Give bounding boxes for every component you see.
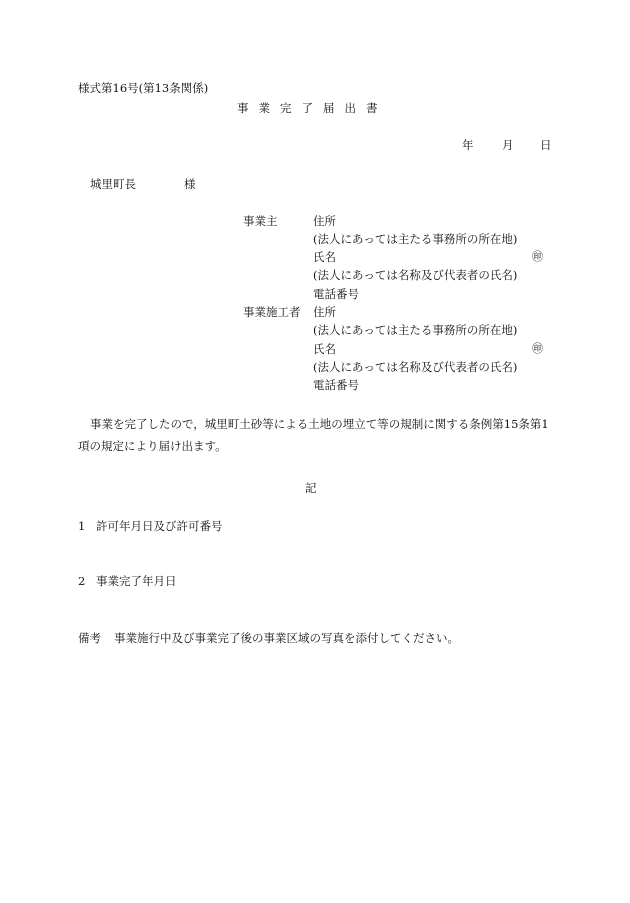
- contractor-name-label: 氏名: [313, 342, 336, 356]
- business-owner-address-label: 住所: [313, 214, 336, 228]
- body-text-line-1: 事業を完了したので，城里町土砂等による土地の埋立て等の規制に関する条例第15条第1: [90, 417, 549, 431]
- date-year-label: 年: [462, 138, 474, 152]
- item-1-number: 1: [78, 519, 86, 533]
- item-2-text: 事業完了年月日: [96, 574, 177, 588]
- remarks-label: 備考: [78, 631, 101, 645]
- business-owner-seal: ㊞: [532, 250, 543, 263]
- body-text-line-2: 項の規定により届け出ます。: [78, 439, 227, 453]
- contractor-address-note: (法人にあっては主たる事務所の所在地): [313, 323, 518, 337]
- document-title: 事業完了届出書: [237, 101, 388, 115]
- contractor-seal: ㊞: [532, 342, 543, 355]
- form-number: 様式第16号(第13条関係): [78, 81, 209, 95]
- contractor-address-label: 住所: [313, 305, 336, 319]
- date-line: [462, 137, 552, 153]
- contractor-phone-label: 電話番号: [313, 378, 359, 392]
- ki-heading: 記: [305, 481, 317, 495]
- date-month-label: 月: [502, 138, 514, 152]
- date-day-label: 日: [540, 138, 552, 152]
- business-owner-name-label: 氏名: [313, 250, 336, 264]
- item-2-number: 2: [78, 574, 86, 588]
- item-1-text: 許可年月日及び許可番号: [96, 519, 223, 533]
- business-owner-label: 事業主: [243, 214, 278, 228]
- business-owner-name-note: (法人にあっては名称及び代表者の氏名): [313, 268, 518, 282]
- addressee-name: 城里町長: [90, 177, 136, 191]
- business-owner-address-note: (法人にあっては主たる事務所の所在地): [313, 232, 518, 246]
- contractor-label: 事業施工者: [243, 305, 301, 319]
- addressee-honorific: 様: [184, 177, 196, 191]
- contractor-name-note: (法人にあっては名称及び代表者の氏名): [313, 360, 518, 374]
- business-owner-phone-label: 電話番号: [313, 287, 359, 301]
- remarks-text: 事業施行中及び事業完了後の事業区域の写真を添付してください。: [114, 631, 459, 645]
